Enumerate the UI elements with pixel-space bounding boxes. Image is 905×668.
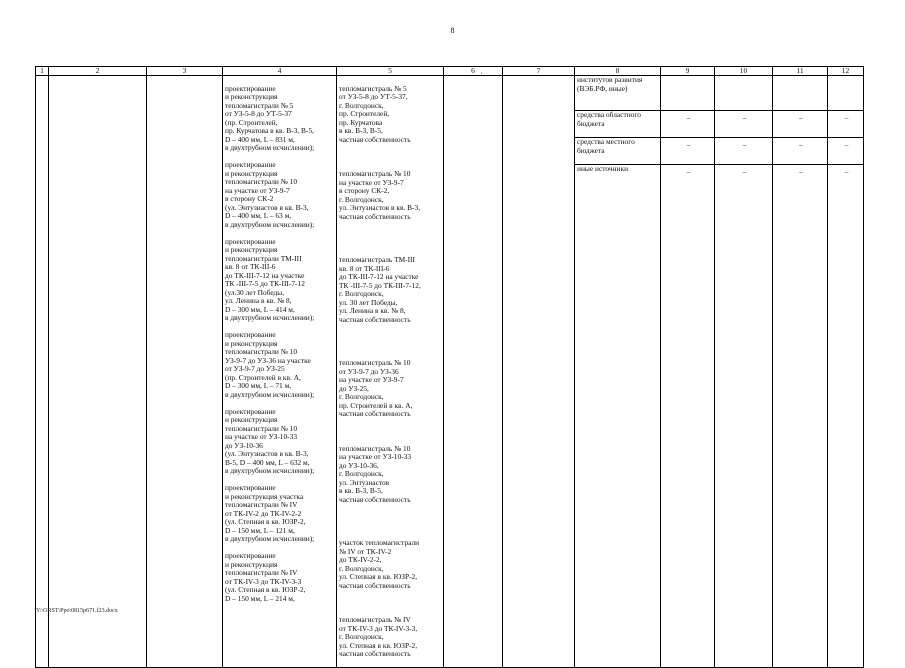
col-header-1: 1 bbox=[36, 67, 49, 76]
cell-col-6 bbox=[444, 76, 503, 668]
col-header-11: 11 bbox=[773, 67, 828, 76]
project-list bbox=[223, 76, 336, 612]
col-header-10: 10 bbox=[715, 67, 773, 76]
cell-col-1 bbox=[36, 76, 49, 668]
cell-col-2 bbox=[49, 76, 147, 668]
cell-col-12 bbox=[828, 76, 864, 668]
col-header-5: 5 bbox=[337, 67, 444, 76]
amount-cell bbox=[715, 76, 772, 111]
amount-cell bbox=[773, 76, 827, 111]
cell-col-10 bbox=[715, 76, 773, 668]
project-entry: проектирование и реконструкция тепломагистрали № 10 на участке от УЗ-9-7 в сторону СК-2 (ул. Энтузиастов в кв. В-3, D – 400 мм, L – 63 м, в двухтрубном исчислении); bbox=[225, 160, 315, 229]
col-header-8: 8 bbox=[575, 67, 661, 76]
project-entry: проектирование и реконструкция тепломагистрали № 10 УЗ-9-7 до УЗ-36 на участке от УЗ-9-7 до УЗ-25 (пр. Строителей в кв. А, D – 300 мм, L – 71 м, в двухтрубном исчислении); bbox=[225, 330, 315, 399]
object-entry: тепломагистраль № 10 от УЗ-9-7 до УЗ-36 на участке от УЗ-9-7 до УЗ-25, г. Волгодонск, пр. Строителей в кв. А, частная собственность bbox=[339, 358, 413, 418]
col-header-9: 9 bbox=[661, 67, 715, 76]
cell-col-7 bbox=[503, 76, 575, 668]
cell-col-8-sources bbox=[575, 76, 661, 668]
project-entry: проектирование и реконструкция тепломагистрали № 10 на участке от УЗ-10-33 до УЗ-10-36 (ул. Энтузиастов в кв. В-3, В-5, D – 400 мм, L – 632 м, в двухтрубном исчислении); bbox=[225, 406, 315, 475]
column-number-row bbox=[36, 67, 864, 76]
col-header-3: 3 bbox=[147, 67, 223, 76]
funding-sources bbox=[575, 76, 660, 183]
col-header-2: 2 bbox=[49, 67, 147, 76]
project-entry: проектирование и реконструкция тепломагистрали № 5 от УЗ-5-8 до УТ-5-37 (пр. Строителей, пр. Курчатова в кв. В-3, В-5, D – 400 мм, L – 831 м, в двухтрубном исчислении); bbox=[225, 83, 315, 152]
amount-cell: – bbox=[742, 167, 747, 176]
cell-col-3 bbox=[147, 76, 223, 668]
amount-cell: – bbox=[828, 138, 863, 165]
project-entry: проектирование и реконструкция тепломагистрали ТМ-III кв. 8 от ТК-III-6 до ТК-III-7-12 на участке ТК -III-7-5 до ТК-III-7-12 (ул.30 лет Победы, ул. Ленина в кв. № 8, D – 300 мм, L – 414 м, в двухтрубном исчислении); bbox=[225, 236, 315, 322]
amount-cell: – bbox=[799, 167, 803, 176]
cell-col-5-objects bbox=[337, 76, 444, 668]
amount-cell: – bbox=[661, 138, 714, 165]
body-row bbox=[36, 76, 864, 668]
amount-cell: – bbox=[828, 111, 863, 138]
col-header-7: 7 bbox=[503, 67, 575, 76]
object-entry: тепломагистраль № 10 на участке от УЗ-9-7 в сторону СК-2, г. Волгодонск, ул. Энтузиастов в кв. В-3, частная собственность bbox=[339, 169, 421, 221]
footer-file-path: Y:\ORST\Ppo\0815p671.f23.docx bbox=[36, 608, 118, 614]
project-entry: проектирование и реконструкция тепломагистрали № IV от ТК-IV-3 до ТК-IV-3-3 (ул. Степная в кв. ЮЗР-2, D – 150 мм, L – 214 м, bbox=[225, 551, 306, 603]
project-entry: проектирование и реконструкция участка тепломагистрали № IV от ТК-IV-2 до ТК-IV-2-2 (ул. Степная в кв. ЮЗР-2, D – 150 мм, L – 121 м, в двухтрубном исчислении); bbox=[225, 483, 315, 543]
amount-cell: – bbox=[661, 111, 714, 138]
amount-cell: – bbox=[715, 138, 772, 165]
object-list bbox=[337, 76, 443, 667]
object-entry: тепломагистраль ТМ-III кв. 8 от ТК-III-6 до ТК-III-7-12 на участке ТК -III-7-5 до ТК-III-7-12, г. Волгодонск, ул. 30 лет Победы, ул. Ленина в кв. № 8, частная собственность bbox=[339, 255, 421, 324]
amount-cell bbox=[661, 76, 714, 111]
cell-col-11 bbox=[773, 76, 828, 668]
cell-col-4-projects bbox=[223, 76, 337, 668]
col-header-12: 12 bbox=[828, 67, 864, 76]
cell-col-9 bbox=[661, 76, 715, 668]
funding-source: институтов развития (ВЭБ.РФ, иные) bbox=[575, 76, 660, 111]
object-entry: тепломагистраль № IV от ТК-IV-3 до ТК-IV-3-3, г. Волгодонск, ул. Степная в кв. ЮЗР-2, частная собственность bbox=[339, 615, 418, 658]
object-entry: тепломагистраль № 10 на участке от УЗ-10-33 до УЗ-10-36, г. Волгодонск, ул. Энтузиастов в кв. В-3, В-5, частная собственность bbox=[339, 443, 412, 504]
stray-mark: , bbox=[481, 69, 483, 75]
amount-cell: – bbox=[844, 167, 849, 176]
object-entry: тепломагистраль № 5 от УЗ-5-8 до УТ-5-37, г. Волгодонск, пр. Строителей, пр. Курчатова в кв. В-3, В-5, частная собственность bbox=[339, 83, 411, 144]
funding-source: средства областного бюджета bbox=[575, 111, 660, 138]
col-header-6: 6 bbox=[444, 67, 503, 76]
page-number: 8 bbox=[450, 26, 455, 35]
amount-cell: – bbox=[773, 111, 827, 138]
investment-program-table bbox=[35, 66, 864, 668]
amount-cell: – bbox=[715, 111, 772, 138]
col-header-4: 4 bbox=[223, 67, 337, 76]
amount-cell: – bbox=[773, 138, 827, 165]
amount-cell: – bbox=[686, 167, 691, 176]
amount-cell bbox=[828, 76, 863, 111]
funding-source: средства местного бюджета bbox=[575, 138, 660, 165]
object-entry: участок тепломагистрали № IV от ТК-IV-2 до ТК-IV-2-2, г. Волгодонск, ул. Степная в кв. ЮЗР-2, частная собственность bbox=[339, 538, 420, 590]
funding-source: иные источники bbox=[577, 164, 629, 173]
